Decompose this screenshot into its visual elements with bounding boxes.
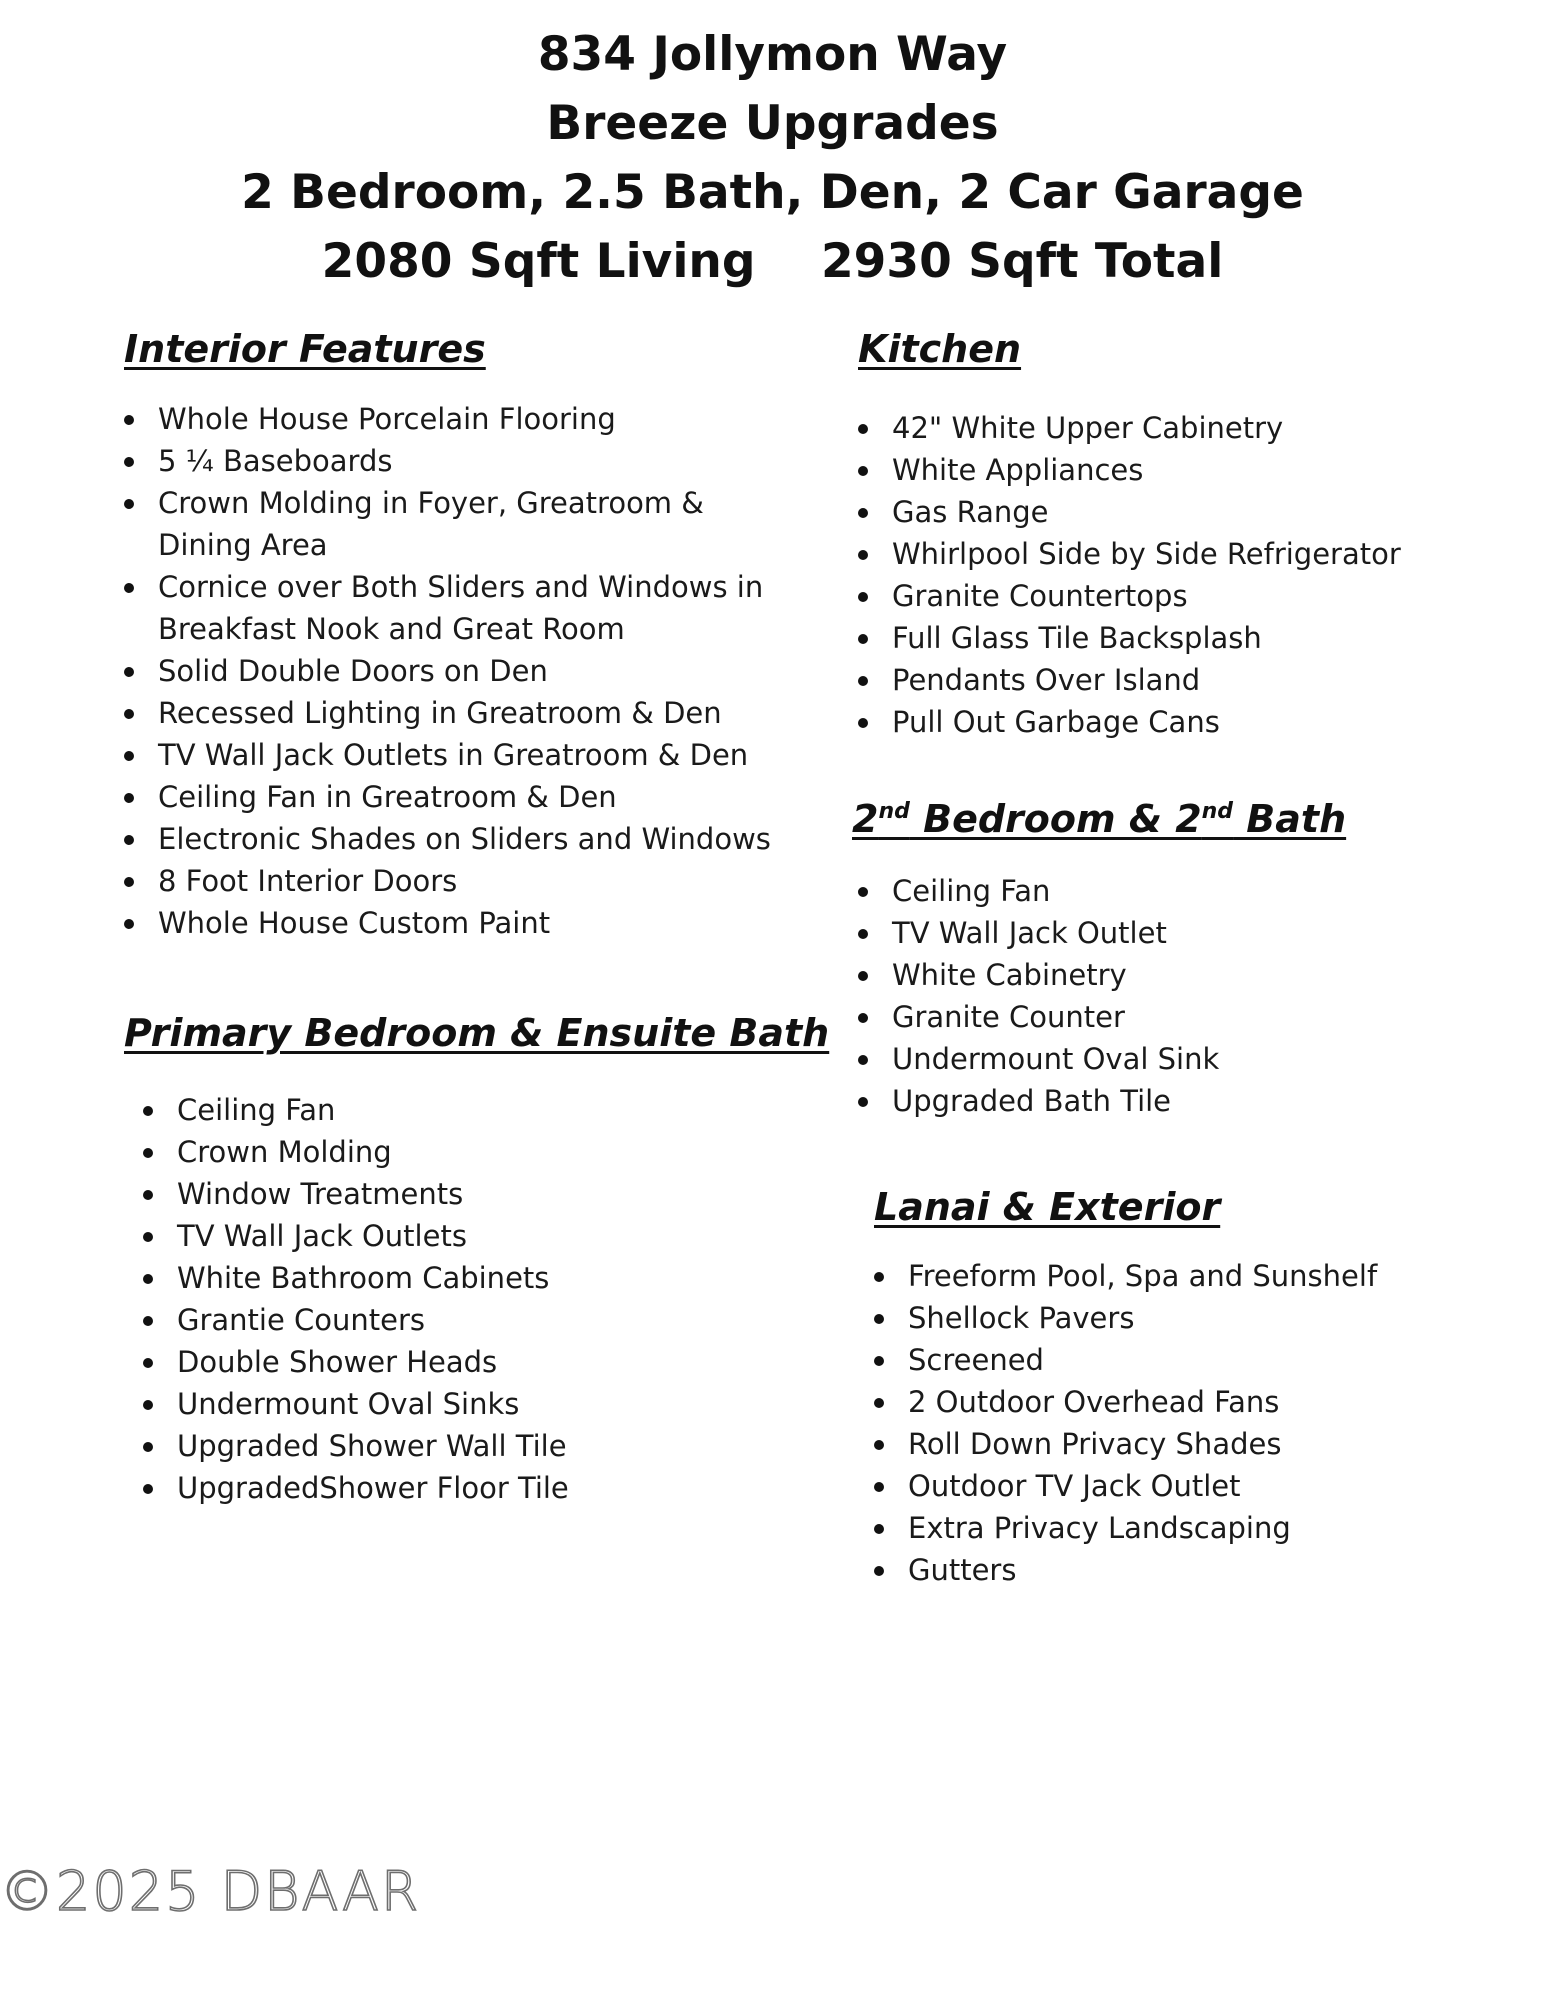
list-item: Whirlpool Side by Side Refrigerator [858,533,1478,575]
lanai-exterior-list [874,1255,1514,1591]
copyright-watermark: ©2025 DBAAR [0,1860,421,1923]
list-item: Window Treatments [143,1173,804,1215]
list-item: Upgraded Bath Tile [858,1080,1492,1122]
interior-features-section [124,326,784,944]
list-item: 2 Outdoor Overhead Fans [874,1381,1514,1423]
primary-bedroom-section [124,1010,830,1509]
list-item: White Cabinetry [858,954,1492,996]
list-item: Pull Out Garbage Cans [858,701,1478,743]
section-title: Primary Bedroom & Ensuite Bath [124,1011,830,1055]
list-item: Freeform Pool, Spa and Sunshelf [874,1255,1514,1297]
list-item: Full Glass Tile Backsplash [858,617,1478,659]
list-item: TV Wall Jack Outlet [858,912,1492,954]
list-item: TV Wall Jack Outlets in Greatroom & Den [124,734,784,776]
list-item: Ceiling Fan [143,1089,804,1131]
list-item: Outdoor TV Jack Outlet [874,1465,1514,1507]
title-part: 2 [852,797,879,841]
second-bedroom-list [858,870,1492,1122]
list-item: Crown Molding in Foyer, Greatroom & Dining Area [124,482,784,566]
second-bedroom-section [852,796,1492,1122]
primary-bedroom-list [143,1089,804,1509]
list-item: Undermount Oval Sinks [143,1383,804,1425]
kitchen-section [858,326,1478,743]
kitchen-list [858,407,1478,743]
list-item: Whole House Custom Paint [124,902,784,944]
square-footage: 2080 Sqft Living 2930 Sqft Total [321,234,1224,289]
list-item: Screened [874,1339,1514,1381]
list-item: Double Shower Heads [143,1341,804,1383]
title-part: Bedroom & 2 [909,797,1202,841]
package-title: Breeze Upgrades [546,96,999,151]
list-item: Ceiling Fan [858,870,1492,912]
list-item: Roll Down Privacy Shades [874,1423,1514,1465]
list-item: Solid Double Doors on Den [124,650,784,692]
list-item: Electronic Shades on Sliders and Windows [124,818,784,860]
list-item: Crown Molding [143,1131,804,1173]
list-item: UpgradedShower Floor Tile [143,1467,804,1509]
section-title: Kitchen [858,327,1022,371]
interior-features-list [124,398,784,944]
list-item: White Bathroom Cabinets [143,1257,804,1299]
list-item: Shellock Pavers [874,1297,1514,1339]
list-item: Gas Range [858,491,1478,533]
address-title: 834 Jollymon Way [537,27,1008,82]
list-item: Cornice over Both Sliders and Windows in Breakfast Nook and Great Room [124,566,784,650]
list-item: Undermount Oval Sink [858,1038,1492,1080]
list-item: 8 Foot Interior Doors [124,860,784,902]
list-item: Extra Privacy Landscaping [874,1507,1514,1549]
section-title: Interior Features [124,327,486,371]
list-item: Pendants Over Island [858,659,1478,701]
list-item: Grantie Counters [143,1299,804,1341]
list-item: Gutters [874,1549,1514,1591]
lanai-exterior-section [874,1184,1514,1591]
document-header [0,20,1545,296]
list-item: White Appliances [858,449,1478,491]
room-summary: 2 Bedroom, 2.5 Bath, Den, 2 Car Garage [241,165,1304,220]
list-item: 5 ¼ Baseboards [124,440,784,482]
list-item: Granite Countertops [858,575,1478,617]
section-title: Lanai & Exterior [874,1185,1221,1229]
title-part: Bath [1233,797,1347,841]
list-item: TV Wall Jack Outlets [143,1215,804,1257]
list-item: Granite Counter [858,996,1492,1038]
list-item: 42" White Upper Cabinetry [858,407,1478,449]
title-superscript: nd [1201,799,1234,824]
list-item: Upgraded Shower Wall Tile [143,1425,804,1467]
list-item: Whole House Porcelain Flooring [124,398,784,440]
section-title [852,796,1492,842]
list-item: Ceiling Fan in Greatroom & Den [124,776,784,818]
title-superscript: nd [878,799,910,824]
list-item: Recessed Lighting in Greatroom & Den [124,692,784,734]
